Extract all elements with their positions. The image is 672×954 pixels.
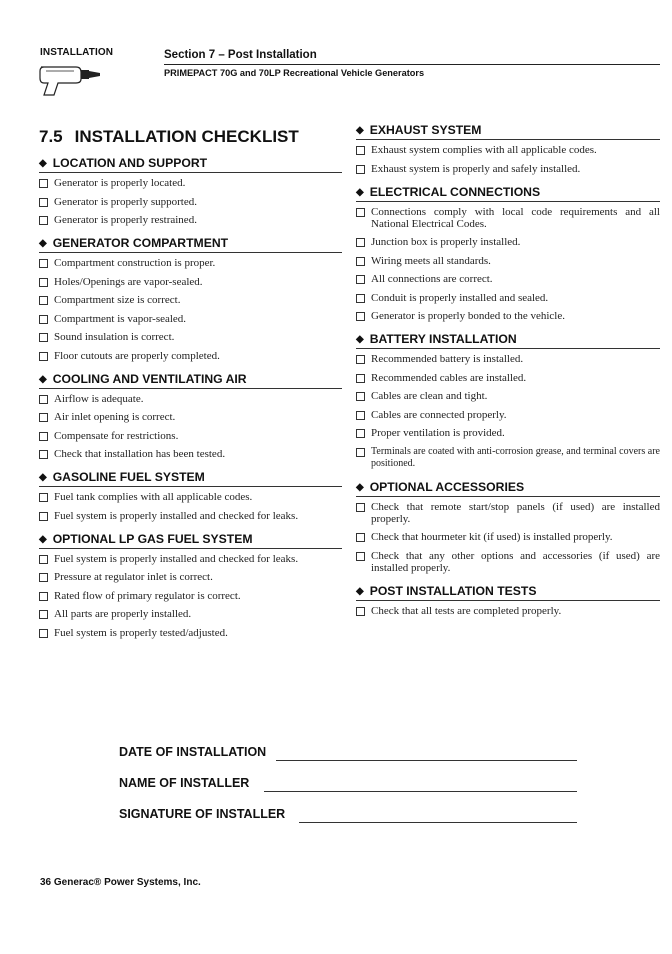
checklist-item-text: Cables are connected properly.	[371, 408, 507, 421]
section-title-text: BATTERY INSTALLATION	[369, 332, 517, 346]
checklist-item-text: Exhaust system complies with all applicable codes.	[371, 144, 597, 156]
section-title-text: GENERATOR COMPARTMENT	[52, 236, 229, 250]
section-battery-installation	[356, 332, 660, 470]
diamond-icon: ◆	[356, 125, 364, 136]
checklist-item-text: Terminals are coated with anti-corrosion grease, and terminal covers are positioned.	[371, 445, 660, 469]
drill-icon	[36, 57, 106, 97]
checklist-item	[356, 427, 660, 439]
checklist-item	[39, 510, 342, 522]
checklist-item	[39, 553, 342, 565]
checkbox[interactable]	[356, 294, 365, 303]
section-gasoline-fuel	[39, 470, 342, 522]
checklist-item	[39, 491, 342, 503]
date-of-installation-field[interactable]	[276, 760, 577, 761]
checklist-item-text: Connections comply with local code requirements and all National Electrical Codes.	[371, 205, 660, 230]
checklist-item-text: Floor cutouts are properly completed.	[54, 349, 220, 362]
checkbox[interactable]	[356, 429, 365, 438]
section-post-installation-tests	[356, 584, 660, 617]
checkbox[interactable]	[39, 333, 48, 342]
date-of-installation-label: DATE OF INSTALLATION	[119, 745, 267, 759]
section-title-text: OPTIONAL LP GAS FUEL SYSTEM	[52, 531, 253, 546]
checklist-item-text: Cables are clean and tight.	[371, 390, 488, 402]
section-title	[356, 185, 660, 202]
section-title-text: LOCATION AND SUPPORT	[52, 156, 208, 170]
checkbox[interactable]	[356, 533, 365, 542]
section-cooling-ventilating	[39, 372, 342, 461]
checkbox[interactable]	[39, 278, 48, 287]
checklist-item	[39, 313, 342, 325]
checklist-item	[356, 255, 660, 267]
checklist-item	[39, 257, 342, 269]
checkbox[interactable]	[356, 165, 365, 174]
diamond-icon: ◆	[39, 373, 47, 385]
section-title	[356, 123, 660, 140]
signature-of-installer-label: SIGNATURE OF INSTALLER	[119, 807, 286, 821]
checkbox[interactable]	[356, 607, 365, 616]
section-title-text: GASOLINE FUEL SYSTEM	[52, 470, 205, 484]
section-title	[39, 236, 342, 253]
checkbox[interactable]	[356, 411, 365, 420]
checklist-item	[356, 273, 660, 285]
section-generator-compartment	[39, 236, 342, 362]
checklist-item	[39, 214, 342, 226]
checkbox[interactable]	[356, 448, 365, 457]
left-column	[39, 123, 342, 649]
page-title	[39, 127, 342, 147]
checklist-item-text: Recommended cables are installed.	[371, 371, 527, 384]
checkbox[interactable]	[39, 216, 48, 225]
checkbox[interactable]	[39, 198, 48, 207]
checklist-item-text: Fuel tank complies with all applicable codes.	[54, 491, 253, 503]
checklist-item	[356, 531, 660, 543]
checklist-item	[39, 350, 342, 362]
checklist-item-text: Compartment is vapor-sealed.	[54, 312, 187, 325]
section-title	[39, 156, 342, 173]
checkbox[interactable]	[39, 450, 48, 459]
checklist-item	[356, 236, 660, 248]
header-section-title: Section 7 – Post Installation	[164, 49, 317, 61]
diamond-icon: ◆	[356, 585, 364, 597]
checkbox[interactable]	[39, 493, 48, 502]
section-title	[39, 372, 342, 389]
diamond-icon: ◆	[39, 472, 47, 483]
name-of-installer-field[interactable]	[264, 791, 577, 792]
checkbox[interactable]	[356, 208, 365, 217]
checklist-item-text: Holes/Openings are vapor-sealed.	[54, 275, 203, 288]
checklist-item	[356, 605, 660, 617]
checklist-item-text: Generator is properly restrained.	[54, 214, 197, 226]
section-optional-accessories	[356, 480, 660, 574]
checkbox[interactable]	[39, 573, 48, 582]
checklist-item	[356, 310, 660, 322]
checkbox[interactable]	[39, 315, 48, 324]
checkbox[interactable]	[356, 503, 365, 512]
checklist-item	[39, 608, 342, 620]
checklist-item-text: Air inlet opening is correct.	[54, 411, 176, 423]
checklist-item-text: Check that hourmeter kit (if used) is installed properly.	[371, 531, 613, 543]
checklist-item	[356, 550, 660, 574]
checklist-item-text: Check that any other options and accessories (if used) are installed properly.	[371, 549, 660, 574]
checklist-item-text: Junction box is properly installed.	[371, 236, 521, 248]
checkbox[interactable]	[356, 392, 365, 401]
checklist-item-text: All connections are correct.	[371, 273, 493, 285]
checklist-item	[39, 448, 342, 460]
checklist-item-text: Check that installation has been tested.	[54, 448, 226, 460]
checklist-item-text: Recommended battery is installed.	[371, 353, 524, 365]
checklist-item-text: Sound insulation is correct.	[54, 331, 175, 343]
checklist-item-text: Compartment construction is proper.	[54, 257, 216, 269]
diamond-icon: ◆	[356, 481, 364, 493]
checklist-item-text: Compensate for restrictions.	[54, 429, 179, 442]
checkbox[interactable]	[356, 238, 365, 247]
checklist-item-text: Compartment size is correct.	[54, 294, 181, 306]
section-title	[39, 532, 342, 549]
right-column	[356, 123, 660, 627]
checkbox[interactable]	[356, 552, 365, 561]
diamond-icon: ◆	[356, 334, 364, 345]
checkbox[interactable]	[39, 555, 48, 564]
checklist-item	[39, 294, 342, 306]
page-footer: 36 Generac® Power Systems, Inc.	[40, 877, 201, 888]
checklist-item	[39, 276, 342, 288]
checklist-item-text: Generator is properly supported.	[54, 195, 197, 208]
header-divider	[164, 64, 660, 65]
checkbox[interactable]	[39, 610, 48, 619]
title-text: INSTALLATION CHECKLIST	[74, 127, 299, 146]
section-title	[39, 470, 342, 487]
checklist-item	[39, 627, 342, 639]
header-subtitle: PRIMEPACT 70G and 70LP Recreational Vehicle Generators	[164, 68, 425, 78]
header-section-label: INSTALLATION	[40, 47, 114, 58]
diamond-icon: ◆	[39, 158, 47, 169]
checklist-item	[39, 571, 342, 583]
checklist-item-text: Check that all tests are completed properly.	[371, 604, 562, 617]
section-title-text: EXHAUST SYSTEM	[369, 123, 482, 137]
checklist-item	[356, 501, 660, 525]
checklist-item-text: Exhaust system is properly and safely installed.	[371, 162, 581, 175]
checkbox[interactable]	[356, 257, 365, 266]
diamond-icon: ◆	[356, 186, 364, 198]
checklist-item-text: Wiring meets all standards.	[371, 254, 491, 267]
diamond-icon: ◆	[39, 238, 47, 249]
checklist-item-text: Check that remote start/stop panels (if used) are installed properly.	[371, 500, 660, 525]
signature-of-installer-field[interactable]	[299, 822, 577, 823]
checklist-item-text: Generator is properly located.	[54, 177, 186, 189]
title-number: 7.5	[39, 127, 63, 146]
checklist-item	[39, 393, 342, 405]
checklist-item-text: Rated flow of primary regulator is correct.	[54, 589, 241, 602]
checkbox[interactable]	[356, 275, 365, 284]
checklist-item	[356, 446, 660, 470]
checklist-item	[356, 390, 660, 402]
section-location-support	[39, 156, 342, 226]
checklist-item-text: All parts are properly installed.	[54, 608, 192, 620]
checklist-item	[356, 409, 660, 421]
checkbox[interactable]	[39, 413, 48, 422]
section-title	[356, 480, 660, 497]
section-electrical-connections	[356, 185, 660, 323]
checklist-item	[39, 331, 342, 343]
checkbox[interactable]	[39, 629, 48, 638]
checklist-item	[356, 206, 660, 230]
checkbox[interactable]	[39, 395, 48, 404]
section-title-text: ELECTRICAL CONNECTIONS	[369, 184, 541, 199]
checklist-item-text: Conduit is properly installed and sealed.	[371, 291, 549, 304]
checklist-item	[356, 144, 660, 156]
checkbox[interactable]	[39, 179, 48, 188]
checklist-item-text: Pressure at regulator inlet is correct.	[54, 571, 213, 583]
checkbox[interactable]	[39, 592, 48, 601]
checklist-item-text: Fuel system is properly tested/adjusted.	[54, 626, 228, 639]
section-lp-gas-fuel	[39, 532, 342, 639]
checklist-item-text: Generator is properly bonded to the vehicle.	[371, 310, 565, 322]
section-title	[356, 332, 660, 349]
checklist-item	[356, 372, 660, 384]
checkbox[interactable]	[39, 352, 48, 361]
name-of-installer-label: NAME OF INSTALLER	[119, 776, 250, 790]
section-title-text: OPTIONAL ACCESSORIES	[369, 479, 525, 494]
checkbox[interactable]	[356, 374, 365, 383]
checkbox[interactable]	[356, 312, 365, 321]
checkbox[interactable]	[39, 512, 48, 521]
checkbox[interactable]	[39, 296, 48, 305]
checklist-item	[39, 590, 342, 602]
checkbox[interactable]	[39, 259, 48, 268]
checklist-item	[39, 177, 342, 189]
checkbox[interactable]	[39, 432, 48, 441]
checkbox[interactable]	[356, 355, 365, 364]
section-exhaust-system	[356, 123, 660, 175]
section-title-text: POST INSTALLATION TESTS	[369, 583, 537, 598]
checklist-item	[39, 430, 342, 442]
checklist-item-text: Proper ventilation is provided.	[371, 427, 505, 439]
checklist-item-text: Airflow is adequate.	[54, 392, 144, 405]
section-title-text: COOLING AND VENTILATING AIR	[52, 371, 247, 386]
checklist-item	[356, 292, 660, 304]
section-title	[356, 584, 660, 601]
checkbox[interactable]	[356, 146, 365, 155]
checklist-item	[39, 196, 342, 208]
diamond-icon: ◆	[39, 533, 47, 545]
checklist-item-text: Fuel system is properly installed and checked for leaks.	[54, 552, 299, 565]
checklist-item-text: Fuel system is properly installed and checked for leaks.	[54, 509, 299, 522]
checklist-item	[39, 411, 342, 423]
checklist-item	[356, 353, 660, 365]
checklist-item	[356, 163, 660, 175]
